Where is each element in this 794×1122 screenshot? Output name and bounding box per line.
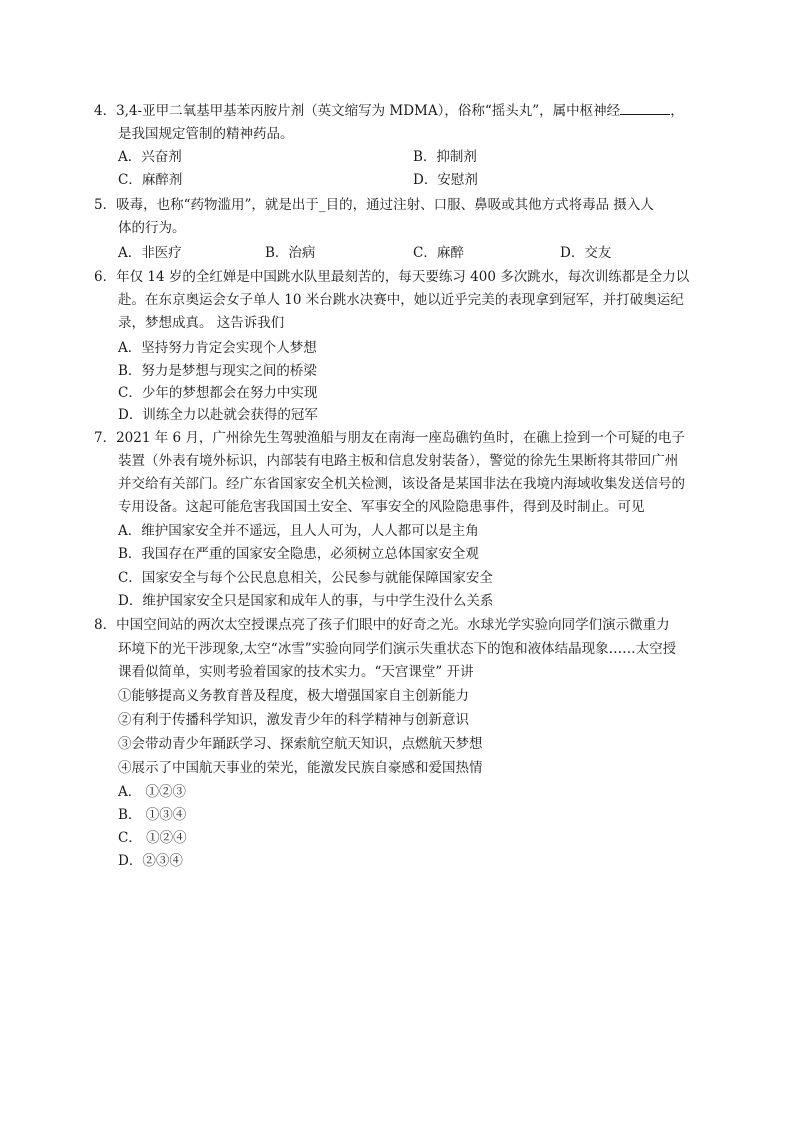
question-4-option-a: A．兴奋剂 (118, 149, 182, 165)
question-6-option-d: D．训练全力以赴就会获得的冠军 (118, 407, 318, 423)
question-4-option-c: C．麻醉剂 (118, 172, 183, 188)
question-8-statement-3: ③会带动青少年踊跃学习、探索航空航天知识，点燃航天梦想 (118, 736, 483, 752)
question-5-option-b: B．治病 (265, 245, 316, 261)
question-4-stem-text: 4．3,4-亚甲二氧基甲基苯丙胺片剂（英文缩写为 MDMA），俗称“摇头丸”，属中枢神经 (94, 103, 621, 119)
question-5-option-c: C．麻醉 (413, 245, 464, 261)
question-7-stem-line-2: 装置（外表有境外标识，内部装有电路主板和信息发射装备），警觉的徐先生果断将其带回广州 (118, 453, 679, 469)
question-7-option-b: B．我国存在严重的国家安全隐患，必须树立总体国家安全观 (118, 546, 479, 562)
question-7-stem-line-4: 专用设备。这起可能危害我国国土安全、军事安全的风险隐患事件，得到及时制止。可见 (118, 499, 645, 515)
answer-blank (620, 102, 670, 115)
question-7-stem-line-1: 7．2021 年 6 月，广州徐先生驾驶渔船与朋友在南海一座岛礁钓鱼时，在礁上捡到一个可疑的电子 (94, 430, 685, 446)
question-4-stem-line-1 (94, 102, 684, 120)
question-7-stem-line-3: 并交给有关部门。经广东省国家安全机关检测，该设备是某国非法在我境内海域收集发送信号的 (118, 476, 685, 492)
question-8-statement-2: ②有利于传播科学知识，激发青少年的科学精神与创新意识 (118, 712, 469, 728)
question-8-option-c: C． ①②④ (118, 830, 187, 846)
question-4-option-b: B．抑制剂 (413, 149, 477, 165)
question-5-option-d: D．交友 (560, 245, 612, 261)
question-6-option-c: C．少年的梦想都会在努力中实现 (118, 385, 318, 401)
question-8-statement-1: ①能够提高义务教育普及程度，极大增强国家自主创新能力 (118, 688, 469, 704)
question-5-option-a: A．非医疗 (118, 245, 182, 261)
question-8-option-d: D．②③④ (118, 853, 183, 869)
question-5-stem-line-2: 体的行为。 (118, 220, 186, 236)
question-8-statement-4: ④展示了中国航天事业的荣光，能激发民族自豪感和爱国热情 (118, 760, 483, 776)
question-8-stem-line-1: 8．中国空间站的两次太空授课点亮了孩子们眼中的好奇之光。水球光学实验向同学们演示微重力 (94, 617, 670, 633)
question-5-stem-line-1: 5．吸毒，也称“药物滥用”，就是出于_目的，通过注射、口服、鼻吸或其他方式将毒品 摄入人 (94, 197, 654, 213)
question-6-option-b: B．努力是梦想与现实之间的桥梁 (118, 363, 317, 379)
question-4-stem-punct: ， (670, 103, 684, 119)
question-8-stem-line-3: 课看似简单，实则考验着国家的技术实力。“天宫课堂” 开讲 (118, 664, 474, 680)
question-8-stem-line-2: 环境下的光干涉现象,太空“冰雪”实验向同学们演示失重状态下的饱和液体结晶现象……太空授 (118, 641, 677, 657)
question-8-option-b: B． ①③④ (118, 807, 187, 823)
question-4-option-d: D．安慰剂 (413, 172, 478, 188)
question-6-stem-line-1: 6．年仅 14 岁的全红婵是中国跳水队里最刻苦的，每天要练习 400 多次跳水，每次训练都是全力以 (94, 269, 690, 285)
question-7-option-d: D．维护国家安全只是国家和成年人的事，与中学生没什么关系 (118, 593, 494, 609)
question-6-stem-line-3: 录，梦想成真。 这告诉我们 (118, 315, 285, 331)
question-6-stem-line-2: 赴。在东京奥运会女子单人 10 米台跳水决赛中，她以近乎完美的表现拿到冠军，并打破奥运纪 (118, 292, 684, 308)
question-7-option-a: A．维护国家安全并不遥远，且人人可为，人人都可以是主角 (118, 523, 479, 539)
question-4-stem-line-2: 是我国规定管制的精神药品。 (118, 126, 294, 142)
question-7-option-c: C．国家安全与每个公民息息相关，公民参与就能保障国家安全 (118, 570, 493, 586)
question-6-option-a: A．坚持努力肯定会实现个人梦想 (118, 340, 317, 356)
question-8-option-a: A． ①②③ (118, 784, 187, 800)
